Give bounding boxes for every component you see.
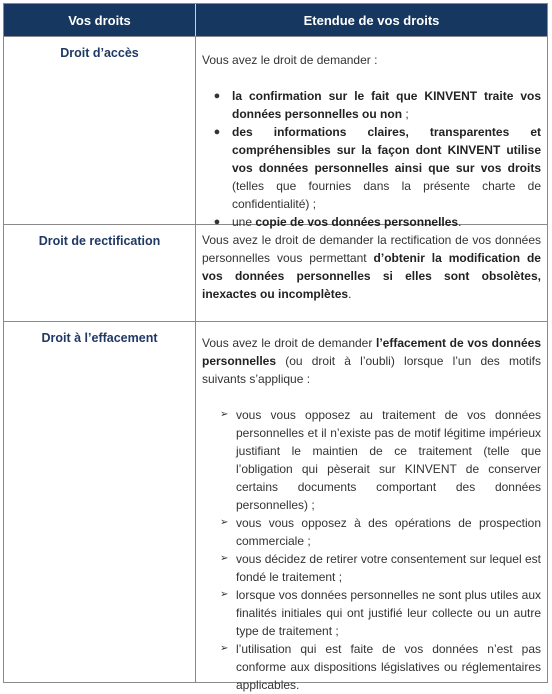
table-header (4, 4, 547, 36)
table-row (4, 36, 547, 229)
list-item: ● une copie de vos données personnelles. (202, 213, 541, 231)
list-item: ➢ vous vous opposez à des opérations de prospection commerciale ; (220, 516, 541, 548)
effacement-list (202, 406, 541, 694)
row-label-rectification: Droit de rectification (4, 225, 196, 321)
bullet-icon: ● (213, 90, 221, 102)
row-content-acces (196, 37, 547, 229)
bullet-icon: ● (213, 216, 221, 228)
row-label-acces: Droit d’accès (4, 37, 196, 224)
table-row (4, 224, 547, 321)
row-content-rectification: Vous avez le droit de demander la rectification de vos données personnelles vous permettant d’obtenir la modification de vos données personnelles si elles sont obsolètes, inexactes ou incomplètes. (202, 233, 541, 301)
list-item: ➢ vous vous opposez au traitement de vos données personnelles et il n’existe pas de motif légitime impérieux justifiant le maintien de ce traitement (telle que l’obligation qui pèserait sur KINVENT de conserver certains documents comportant des données personnelles) ; (220, 408, 541, 512)
acces-intro: Vous avez le droit de demander : (202, 53, 378, 67)
arrow-bullet-icon: ➢ (220, 589, 229, 600)
arrow-bullet-icon: ➢ (220, 517, 229, 528)
row-content-effacement (196, 322, 547, 692)
list-item: ● la confirmation sur le fait que KINVENT traite vos données personnelles ou non ; (202, 87, 541, 123)
list-item: ➢ l’utilisation qui est faite de vos données n’est pas conforme aux dispositions législatives ou réglementaires applicables. (220, 642, 541, 692)
arrow-bullet-icon: ➢ (220, 409, 229, 420)
list-item: ➢ lorsque vos données personnelles ne sont plus utiles aux finalités initiales qui ont justifié leur collecte ou un autre type de traitement ; (220, 588, 541, 638)
arrow-bullet-icon: ➢ (220, 643, 229, 654)
header-vos-droits: Vos droits (4, 4, 196, 36)
row-label-effacement: Droit à l’effacement (4, 322, 196, 682)
arrow-bullet-icon: ➢ (220, 553, 229, 564)
bullet-icon: ● (213, 126, 221, 138)
list-item: ➢ vous décidez de retirer votre consentement sur lequel est fondé le traitement ; (220, 552, 541, 584)
table-row (4, 321, 547, 692)
header-etendue: Etendue de vos droits (303, 12, 440, 28)
rights-table (3, 3, 548, 692)
list-item: ● des informations claires, transparentes et compréhensibles sur la façon dont KINVENT utilise vos données personnelles ainsi que sur vos droits (telles que fournies dans la présente charte de confidentialité) ; (202, 123, 541, 213)
effacement-intro: Vous avez le droit de demander l’effacement de vos données personnelles (ou droit à l’oubli) lorsque l’un des motifs suivants s’applique : (202, 336, 541, 386)
